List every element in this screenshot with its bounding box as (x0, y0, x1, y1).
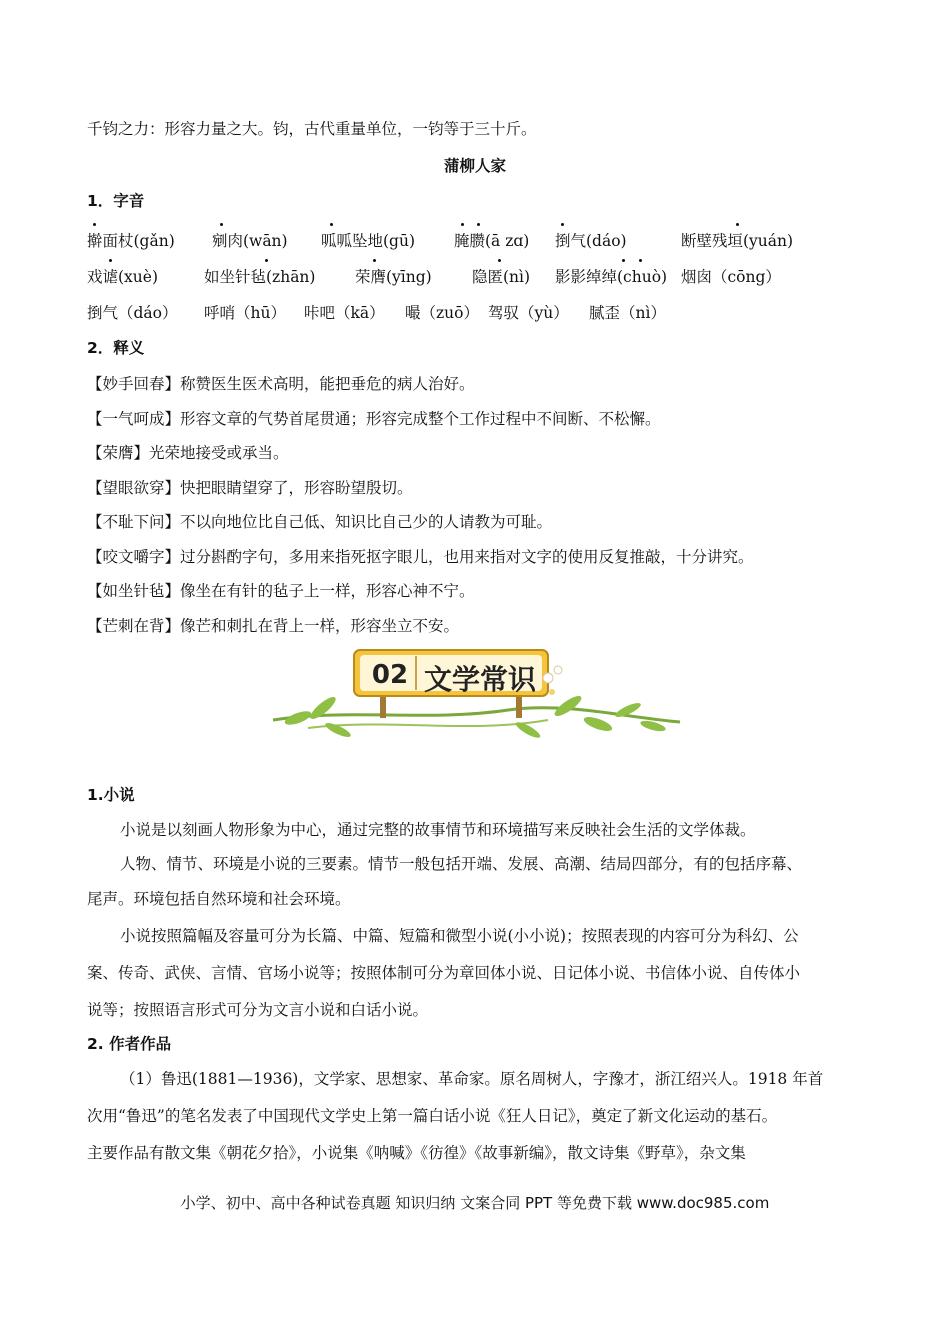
top-definition-line: 千钧之力：形容力量之大。钧，古代重量单位，一钧等于三十斤。 (87, 120, 537, 138)
zi-yin-item: 擀面杖(gǎn) (87, 232, 175, 250)
zi-yin-item: 如坐针毡(zhān) (204, 268, 316, 286)
emphasis-dot (265, 259, 268, 262)
zi-yin-item: 戏谑(xuè) (87, 268, 158, 286)
emphasis-dot (498, 259, 501, 262)
zi-yin-item: 呼哨（hū） (204, 304, 286, 322)
emphasis-dot (93, 223, 96, 226)
section-title: 蒲柳人家 (443, 157, 506, 175)
zi-yin-item: 断壁残垣(yuán) (681, 232, 794, 250)
emphasis-dot (639, 259, 642, 262)
zi-yin-item: 嘬（zuō） (405, 304, 479, 322)
zi-yin-item: 隐匿(nì) (472, 268, 531, 286)
shi-yi-item: 【芒刺在背】像芒和刺扎在背上一样，形容坐立不安。 (87, 617, 460, 635)
shi-yi-item: 【妙手回春】称赞医生医术高明，能把垂危的病人治好。 (87, 375, 475, 393)
emphasis-dot (736, 223, 739, 226)
section-banner (268, 648, 688, 748)
shi-yi-item: 【望眼欲穿】快把眼睛望穿了，形容盼望殷切。 (87, 479, 413, 497)
zi-yin-item: 腌臜(ā zɑ) (454, 232, 530, 250)
shi-yi-item: 【一气呵成】形容文章的气势首尾贯通；形容完成整个工作过程中不间断、不松懈。 (87, 410, 661, 428)
zi-yin-heading: 1．字音 (87, 192, 145, 210)
zi-yin-item: 咔吧（kā） (304, 304, 385, 322)
banner-number: 02 (371, 660, 409, 690)
zi-yin-item: 荣膺(yīng) (355, 268, 432, 286)
emphasis-dot (330, 223, 333, 226)
shi-yi-item: 【不耻下问】不以向地位比自己低、知识比自己少的人请教为可耻。 (87, 513, 553, 531)
emphasis-dot (477, 223, 480, 226)
shi-yi-item: 【咬文嚼字】过分斟酌字句，多用来指死抠字眼儿，也用来指对文字的使用反复推敲，十分讲究。 (87, 548, 754, 566)
novel-paragraph-2-line-1: 人物、情节、环境是小说的三要素。情节一般包括开端、发展、高潮、结局四部分，有的包括序幕、 (120, 855, 803, 873)
banner-title: 文学常识 (423, 663, 536, 696)
zi-yin-item: 影影绰绰(chuò) (555, 268, 668, 286)
emphasis-dot (373, 259, 376, 262)
novel-heading: 1.小说 (87, 786, 135, 804)
zi-yin-item: 腻歪（nì） (589, 304, 666, 322)
author-heading: 2. 作者作品 (87, 1035, 172, 1053)
novel-paragraph-1: 小说是以刻画人物形象为中心，通过完整的故事情节和环境描写来反映社会生活的文学体裁。 (120, 821, 756, 839)
emphasis-dot (461, 223, 464, 226)
author-line-2: 次用“鲁迅”的笔名发表了中国现代文学史上第一篇白话小说《狂人日记》，奠定了新文化运动的基石。 (87, 1107, 778, 1125)
zi-yin-item: 驾驭（yù） (488, 304, 569, 322)
page-footer: 小学、初中、高中各种试卷真题 知识归纳 文案合同 PPT 等免费下载 www.doc985.com (180, 1194, 770, 1212)
zi-yin-item: 烟囱（cōng） (681, 268, 781, 286)
novel-paragraph-3-line-3: 说等；按照语言形式可分为文言小说和白话小说。 (87, 1001, 429, 1019)
novel-paragraph-2-line-2: 尾声。环境包括自然环境和社会环境。 (87, 890, 351, 908)
zi-yin-item: 剜肉(wān) (212, 232, 288, 250)
novel-paragraph-3-line-2: 案、传奇、武侠、言情、官场小说等；按照体制可分为章回体小说、日记体小说、书信体小说、自传体小 (87, 964, 801, 982)
emphasis-dot (109, 259, 112, 262)
shi-yi-heading: 2．释义 (87, 339, 145, 357)
shi-yi-item: 【如坐针毡】像坐在有针的毡子上一样，形容心神不宁。 (87, 582, 475, 600)
zi-yin-item: 捯气（dáo） (87, 304, 178, 322)
zi-yin-item: 捯气(dáo) (555, 232, 627, 250)
author-line-1: （1）鲁迅(1881—1936)，文学家、思想家、革命家。原名周树人，字豫才，浙江绍兴人。1918 年首 (120, 1070, 824, 1088)
author-line-3: 主要作品有散文集《朝花夕拾》，小说集《呐喊》《彷徨》《故事新编》，散文诗集《野草》，杂文集 (87, 1144, 746, 1162)
zi-yin-item: 呱呱坠地(gū) (321, 232, 415, 250)
novel-paragraph-3-line-1: 小说按照篇幅及容量可分为长篇、中篇、短篇和微型小说(小小说)；按照表现的内容可分为科幻、公 (120, 927, 799, 945)
shi-yi-item: 【荣膺】光荣地接受或承当。 (87, 444, 289, 462)
emphasis-dot (622, 259, 625, 262)
emphasis-dot (220, 223, 223, 226)
emphasis-dot (561, 223, 564, 226)
